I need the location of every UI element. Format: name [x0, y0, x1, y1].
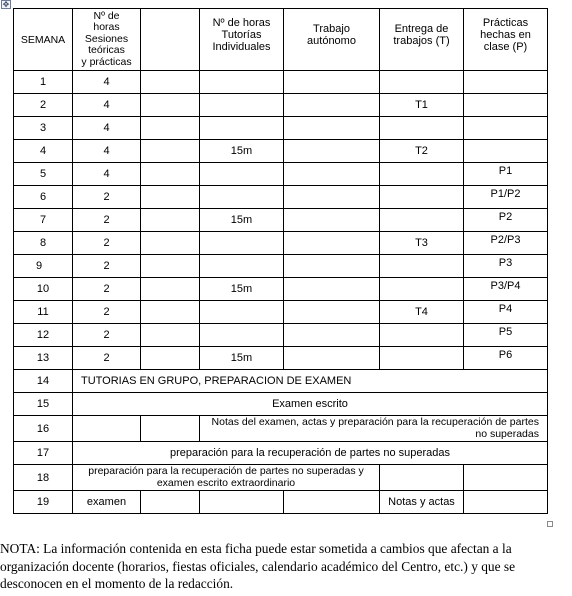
class-practices: P2/P3 — [464, 232, 548, 255]
empty-cell — [141, 301, 200, 324]
week-number: 2 — [14, 94, 73, 117]
empty-cell — [141, 209, 200, 232]
autonomous-work — [284, 301, 380, 324]
week-number: 13 — [14, 347, 73, 370]
empty-cell — [200, 491, 284, 514]
table-row — [14, 491, 548, 514]
class-practices — [464, 140, 548, 163]
table-row — [14, 140, 548, 163]
session-hours: 4 — [73, 117, 141, 140]
work-delivery: T1 — [380, 94, 464, 117]
empty-cell — [141, 416, 200, 442]
empty-cell — [141, 347, 200, 370]
session-hours: 2 — [73, 347, 141, 370]
empty-cell — [141, 278, 200, 301]
empty-cell — [141, 117, 200, 140]
session-hours: 2 — [73, 301, 141, 324]
autonomous-work — [284, 324, 380, 347]
work-delivery — [380, 209, 464, 232]
tutoring-hours — [200, 232, 284, 255]
tutoring-hours — [200, 324, 284, 347]
table-row — [14, 209, 548, 232]
empty-cell — [141, 186, 200, 209]
table-row — [14, 393, 548, 416]
table-resize-handle-icon[interactable] — [547, 521, 553, 527]
autonomous-work — [284, 232, 380, 255]
empty-cell — [141, 94, 200, 117]
work-delivery — [380, 255, 464, 278]
work-delivery — [380, 186, 464, 209]
empty-cell — [464, 491, 548, 514]
tutoring-hours — [200, 163, 284, 186]
table-row — [14, 301, 548, 324]
work-delivery — [380, 163, 464, 186]
week-number: 6 — [14, 186, 73, 209]
class-practices: P1 — [464, 163, 548, 186]
exam-label: examen — [73, 491, 141, 514]
schedule-table — [13, 8, 548, 514]
table-row — [14, 71, 548, 94]
autonomous-work — [284, 94, 380, 117]
empty-cell — [141, 163, 200, 186]
header-empty-cell — [141, 9, 200, 71]
session-hours: 4 — [73, 94, 141, 117]
week-number: 12 — [14, 324, 73, 347]
table-row — [14, 278, 548, 301]
autonomous-work — [284, 163, 380, 186]
table-row — [14, 465, 548, 491]
disclaimer-note: NOTA: La información contenida en esta ficha puede estar sometida a cambios que afectan a la organización docente (horarios, fiestas oficiales, calendario académico del Centro, etc.) y que se desconocen en el momento de la redacción. — [0, 541, 516, 591]
class-practices: P3 — [464, 255, 548, 278]
class-practices — [464, 71, 548, 94]
empty-cell — [464, 465, 548, 491]
recovery-exam-text: preparación para la recuperación de partes no superadas y examen escrito extraordinario — [73, 465, 380, 491]
class-practices: P6 — [464, 347, 548, 370]
table-row — [14, 94, 548, 117]
table-row — [14, 370, 548, 393]
week-number: 11 — [14, 301, 73, 324]
week-number: 17 — [14, 442, 73, 465]
grades-recovery-text: Notas del examen, actas y preparación para la recuperación de partes no superadas — [200, 416, 548, 442]
session-hours: 4 — [73, 140, 141, 163]
week-number: 3 — [14, 117, 73, 140]
work-delivery: T2 — [380, 140, 464, 163]
autonomous-work — [284, 347, 380, 370]
week-number: 16 — [14, 416, 73, 442]
class-practices: P5 — [464, 324, 548, 347]
tutoring-hours — [200, 71, 284, 94]
tutoring-hours — [200, 94, 284, 117]
class-practices: P1/P2 — [464, 186, 548, 209]
autonomous-work — [284, 117, 380, 140]
week-number: 10 — [14, 278, 73, 301]
work-delivery: T3 — [380, 232, 464, 255]
autonomous-work — [284, 186, 380, 209]
tutoring-hours: 15m — [200, 140, 284, 163]
table-row — [14, 347, 548, 370]
week-number: 9 — [14, 255, 73, 278]
header-horas-tutorias: Nº de horas Tutorías Individuales — [200, 9, 284, 71]
autonomous-work — [284, 71, 380, 94]
class-practices — [464, 117, 548, 140]
written-exam-text: Examen escrito — [73, 393, 548, 416]
group-tutoring-text: TUTORIAS EN GRUPO, PREPARACION DE EXAMEN — [73, 370, 548, 393]
session-hours: 2 — [73, 209, 141, 232]
table-row — [14, 255, 548, 278]
week-number: 4 — [14, 140, 73, 163]
empty-cell — [141, 491, 200, 514]
work-delivery — [380, 347, 464, 370]
session-hours: 2 — [73, 232, 141, 255]
table-row — [14, 442, 548, 465]
table-row — [14, 163, 548, 186]
week-number: 18 — [14, 465, 73, 491]
week-number: 19 — [14, 491, 73, 514]
tutoring-hours — [200, 301, 284, 324]
week-number: 8 — [14, 232, 73, 255]
empty-cell — [141, 232, 200, 255]
tutoring-hours — [200, 255, 284, 278]
week-number: 5 — [14, 163, 73, 186]
empty-cell — [141, 324, 200, 347]
autonomous-work — [284, 140, 380, 163]
week-number: 7 — [14, 209, 73, 232]
grades-and-records: Notas y actas — [380, 491, 464, 514]
table-row — [14, 232, 548, 255]
tutoring-hours: 15m — [200, 209, 284, 232]
class-practices: P2 — [464, 209, 548, 232]
empty-cell — [380, 465, 464, 491]
autonomous-work — [284, 278, 380, 301]
header-entrega-trabajos: Entrega de trabajos (T) — [380, 9, 464, 71]
week-number: 1 — [14, 71, 73, 94]
tutoring-hours — [200, 186, 284, 209]
session-hours: 2 — [73, 255, 141, 278]
session-hours: 2 — [73, 186, 141, 209]
empty-cell — [284, 491, 380, 514]
table-row — [14, 416, 548, 442]
work-delivery — [380, 117, 464, 140]
class-practices: P3/P4 — [464, 278, 548, 301]
table-row — [14, 324, 548, 347]
recovery-prep-text: preparación para la recuperación de partes no superadas — [73, 442, 548, 465]
work-delivery — [380, 278, 464, 301]
empty-cell — [141, 140, 200, 163]
class-practices — [464, 94, 548, 117]
session-hours: 2 — [73, 278, 141, 301]
table-row — [14, 186, 548, 209]
week-number: 15 — [14, 393, 73, 416]
empty-cell — [141, 71, 200, 94]
tutoring-hours: 15m — [200, 347, 284, 370]
empty-cell — [141, 255, 200, 278]
session-hours: 2 — [73, 324, 141, 347]
header-semana: SEMANA — [14, 9, 73, 71]
session-hours: 4 — [73, 163, 141, 186]
table-row — [14, 117, 548, 140]
header-horas-sesiones: Nº de horas Sesiones teóricas y prácticas — [73, 9, 141, 71]
header-practicas: Prácticas hechas en clase (P) — [464, 9, 548, 71]
header-row — [14, 9, 548, 71]
work-delivery — [380, 324, 464, 347]
tutoring-hours: 15m — [200, 278, 284, 301]
tutoring-hours — [200, 117, 284, 140]
week-number: 14 — [14, 370, 73, 393]
work-delivery: T4 — [380, 301, 464, 324]
work-delivery — [380, 71, 464, 94]
header-trabajo-autonomo: Trabajo autónomo — [284, 9, 380, 71]
autonomous-work — [284, 255, 380, 278]
table-move-handle-icon[interactable]: ✥ — [2, 0, 10, 9]
autonomous-work — [284, 209, 380, 232]
class-practices: P4 — [464, 301, 548, 324]
empty-cell — [73, 416, 141, 442]
session-hours: 4 — [73, 71, 141, 94]
